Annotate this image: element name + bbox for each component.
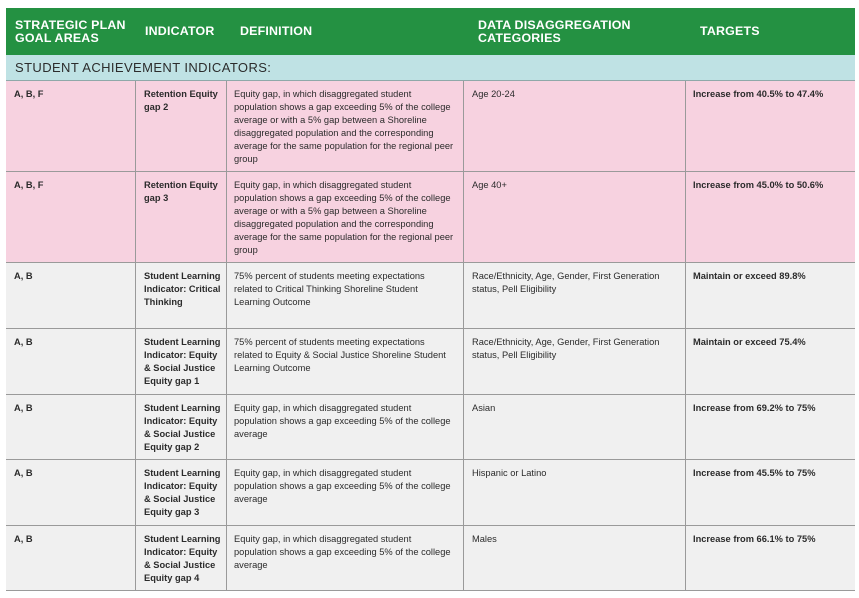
table-row bbox=[6, 172, 855, 263]
row-category: Age 20-24 bbox=[464, 81, 686, 171]
table-row bbox=[6, 81, 855, 172]
row-goal: A, B bbox=[6, 460, 136, 525]
row-definition: Equity gap, in which disaggregated student population shows a gap exceeding 5% of the college average bbox=[227, 460, 464, 525]
row-definition: Equity gap, in which disaggregated student population shows a gap exceeding 5% of the college average or with a 5% gap between a Shoreline disaggregated population and the corresponding average for the same population for the regional peer group bbox=[227, 172, 464, 262]
row-category: Asian bbox=[464, 395, 686, 459]
row-definition: 75% percent of students meeting expectations related to Critical Thinking Shoreline Student Learning Outcome bbox=[227, 263, 464, 328]
row-category: Males bbox=[464, 526, 686, 590]
row-indicator: Student Learning Indicator: Equity & Social Justice Equity gap 3 bbox=[136, 460, 227, 525]
header-targets: TARGETS bbox=[700, 24, 760, 39]
row-definition: 75% percent of students meeting expectations related to Equity & Social Justice Shoreline Student Learning Outcome bbox=[227, 329, 464, 394]
header-goal-areas: STRATEGIC PLAN GOAL AREAS bbox=[15, 18, 126, 45]
row-category: Race/Ethnicity, Age, Gender, First Generation status, Pell Eligibility bbox=[464, 263, 686, 328]
row-goal: A, B bbox=[6, 526, 136, 590]
row-target: Increase from 45.0% to 50.6% bbox=[693, 180, 824, 190]
table-header bbox=[6, 8, 855, 55]
section-title: STUDENT ACHIEVEMENT INDICATORS: bbox=[6, 55, 855, 81]
row-target: Increase from 69.2% to 75% bbox=[693, 403, 816, 413]
row-definition: Equity gap, in which disaggregated student population shows a gap exceeding 5% of the college average bbox=[227, 526, 464, 590]
row-goal: A, B bbox=[6, 329, 136, 394]
table-row bbox=[6, 263, 855, 329]
row-definition: Equity gap, in which disaggregated student population shows a gap exceeding 5% of the college average or with a 5% gap between a Shoreline disaggregated population and the corresponding average for the same population for the regional peer group bbox=[227, 81, 464, 171]
row-goal: A, B, F bbox=[6, 81, 136, 171]
header-definition: DEFINITION bbox=[240, 24, 313, 39]
row-target: Increase from 45.5% to 75% bbox=[693, 468, 816, 478]
row-indicator: Student Learning Indicator: Critical Thinking bbox=[136, 263, 227, 328]
row-indicator: Student Learning Indicator: Equity & Social Justice Equity gap 4 bbox=[136, 526, 227, 590]
row-category: Age 40+ bbox=[464, 172, 686, 262]
row-goal: A, B bbox=[6, 263, 136, 328]
row-indicator: Student Learning Indicator: Equity & Social Justice Equity gap 2 bbox=[136, 395, 227, 459]
row-category: Race/Ethnicity, Age, Gender, First Generation status, Pell Eligibility bbox=[464, 329, 686, 394]
row-category: Hispanic or Latino bbox=[464, 460, 686, 525]
row-target: Maintain or exceed 89.8% bbox=[693, 271, 806, 281]
row-indicator: Student Learning Indicator: Equity & Social Justice Equity gap 1 bbox=[136, 329, 227, 394]
table-row bbox=[6, 329, 855, 395]
table-row bbox=[6, 460, 855, 526]
row-definition: Equity gap, in which disaggregated student population shows a gap exceeding 5% of the college average bbox=[227, 395, 464, 459]
table-row bbox=[6, 395, 855, 460]
row-target: Increase from 40.5% to 47.4% bbox=[693, 89, 824, 99]
table-row bbox=[6, 526, 855, 591]
row-goal: A, B bbox=[6, 395, 136, 459]
row-target: Maintain or exceed 75.4% bbox=[693, 337, 806, 347]
header-categories: DATA DISAGGREGATION CATEGORIES bbox=[478, 18, 631, 45]
row-goal: A, B, F bbox=[6, 172, 136, 262]
row-target: Increase from 66.1% to 75% bbox=[693, 534, 816, 544]
indicators-table bbox=[6, 8, 855, 591]
header-indicator: INDICATOR bbox=[145, 24, 215, 39]
row-indicator: Retention Equity gap 3 bbox=[136, 172, 227, 262]
row-indicator: Retention Equity gap 2 bbox=[136, 81, 227, 171]
